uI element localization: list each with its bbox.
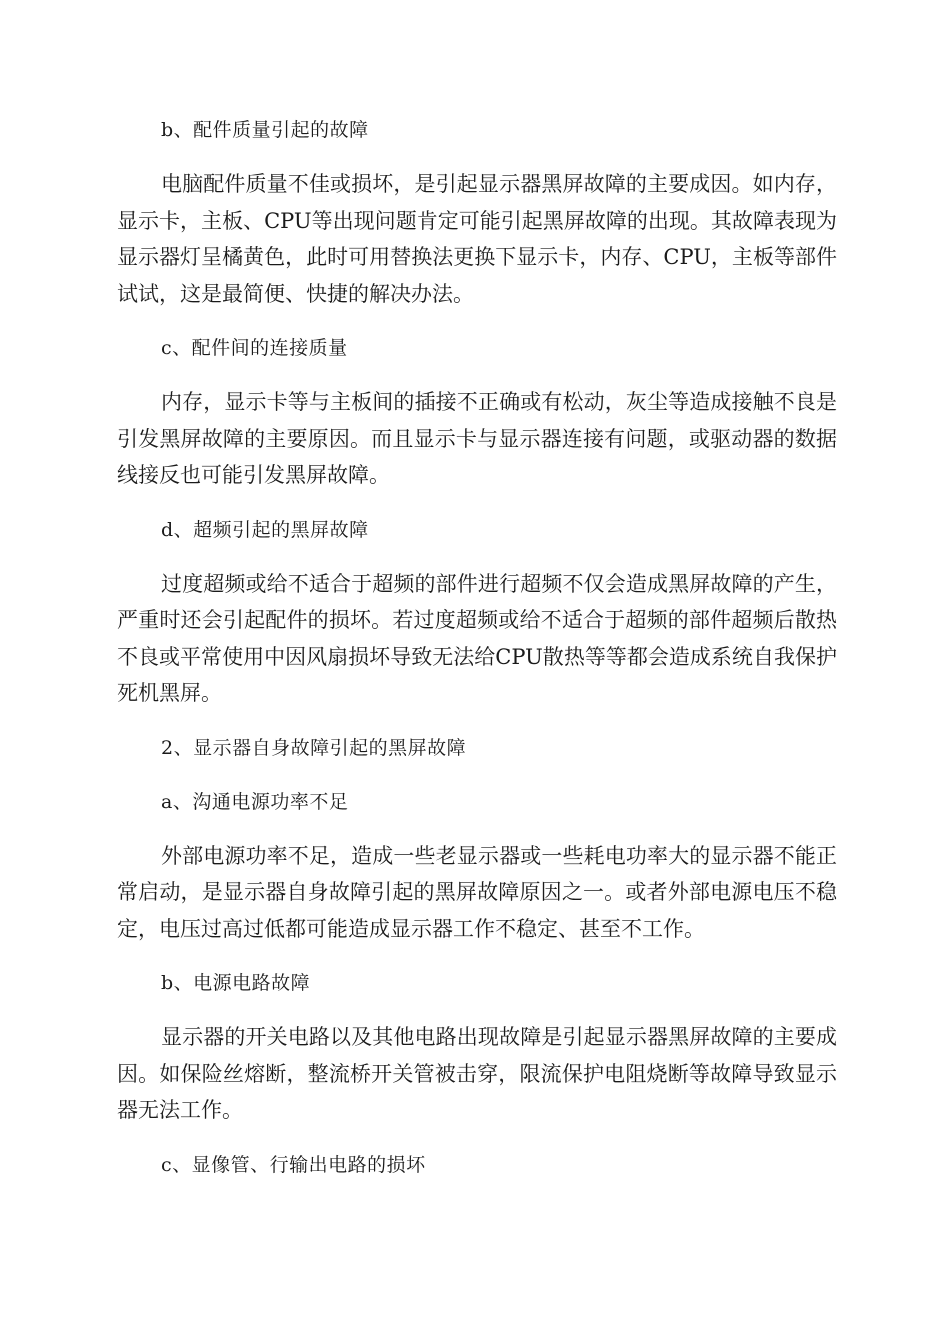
paragraph-overclock: 过度超频或给不适合于超频的部件进行超频不仅会造成黑屏故障的产生，严重时还会引起配件的损坏。若过度超频或给不适合于超频的部件超频后散热不良或平常使用中因风扇损坏导致无法给CPU散热等等都会造成系统自我保护死机黑屏。	[117, 571, 837, 705]
section-heading-b-power-circuit: b、电源电路故障	[161, 972, 311, 994]
paragraph-connection-quality: 内存，显示卡等与主板间的插接不正确或有松动，灰尘等造成接触不良是引发黑屏故障的主要原因。而且显示卡与显示器连接有问题，或驱动器的数据线接反也可能引发黑屏故障。	[117, 390, 837, 487]
paragraph-parts-quality: 电脑配件质量不佳或损坏，是引起显示器黑屏故障的主要成因。如内存，显示卡，主板、CPU等出现问题肯定可能引起黑屏故障的出现。其故障表现为显示器灯呈橘黄色，此时可用替换法更换下显示卡，内存、CPU，主板等部件试试，这是最简便、快捷的解决办法。	[117, 172, 837, 306]
paragraph-power-insufficient: 外部电源功率不足，造成一些老显示器或一些耗电功率大的显示器不能正常启动，是显示器自身故障引起的黑屏故障原因之一。或者外部电源电压不稳定，电压过高过低都可能造成显示器工作不稳定、甚至不工作。	[117, 843, 837, 941]
paragraph-power-circuit: 显示器的开关电路以及其他电路出现故障是引起显示器黑屏故障的主要成因。如保险丝熔断，整流桥开关管被击穿，限流保护电阻烧断等故障导致显示器无法工作。	[117, 1025, 837, 1122]
section-heading-d-overclock: d、超频引起的黑屏故障	[161, 518, 369, 541]
section-heading-a-power-insufficient: a、沟通电源功率不足	[161, 790, 349, 813]
document-page	[117, 112, 837, 1201]
section-heading-c-connection-quality: c、配件间的连接质量	[161, 337, 348, 359]
section-heading-b-parts-quality: b、配件质量引起的故障	[161, 119, 369, 141]
section-heading-c-crt-output: c、显像管、行输出电路的损坏	[161, 1153, 426, 1176]
section-heading-2-monitor-fault: 2、显示器自身故障引起的黑屏故障	[161, 736, 467, 759]
